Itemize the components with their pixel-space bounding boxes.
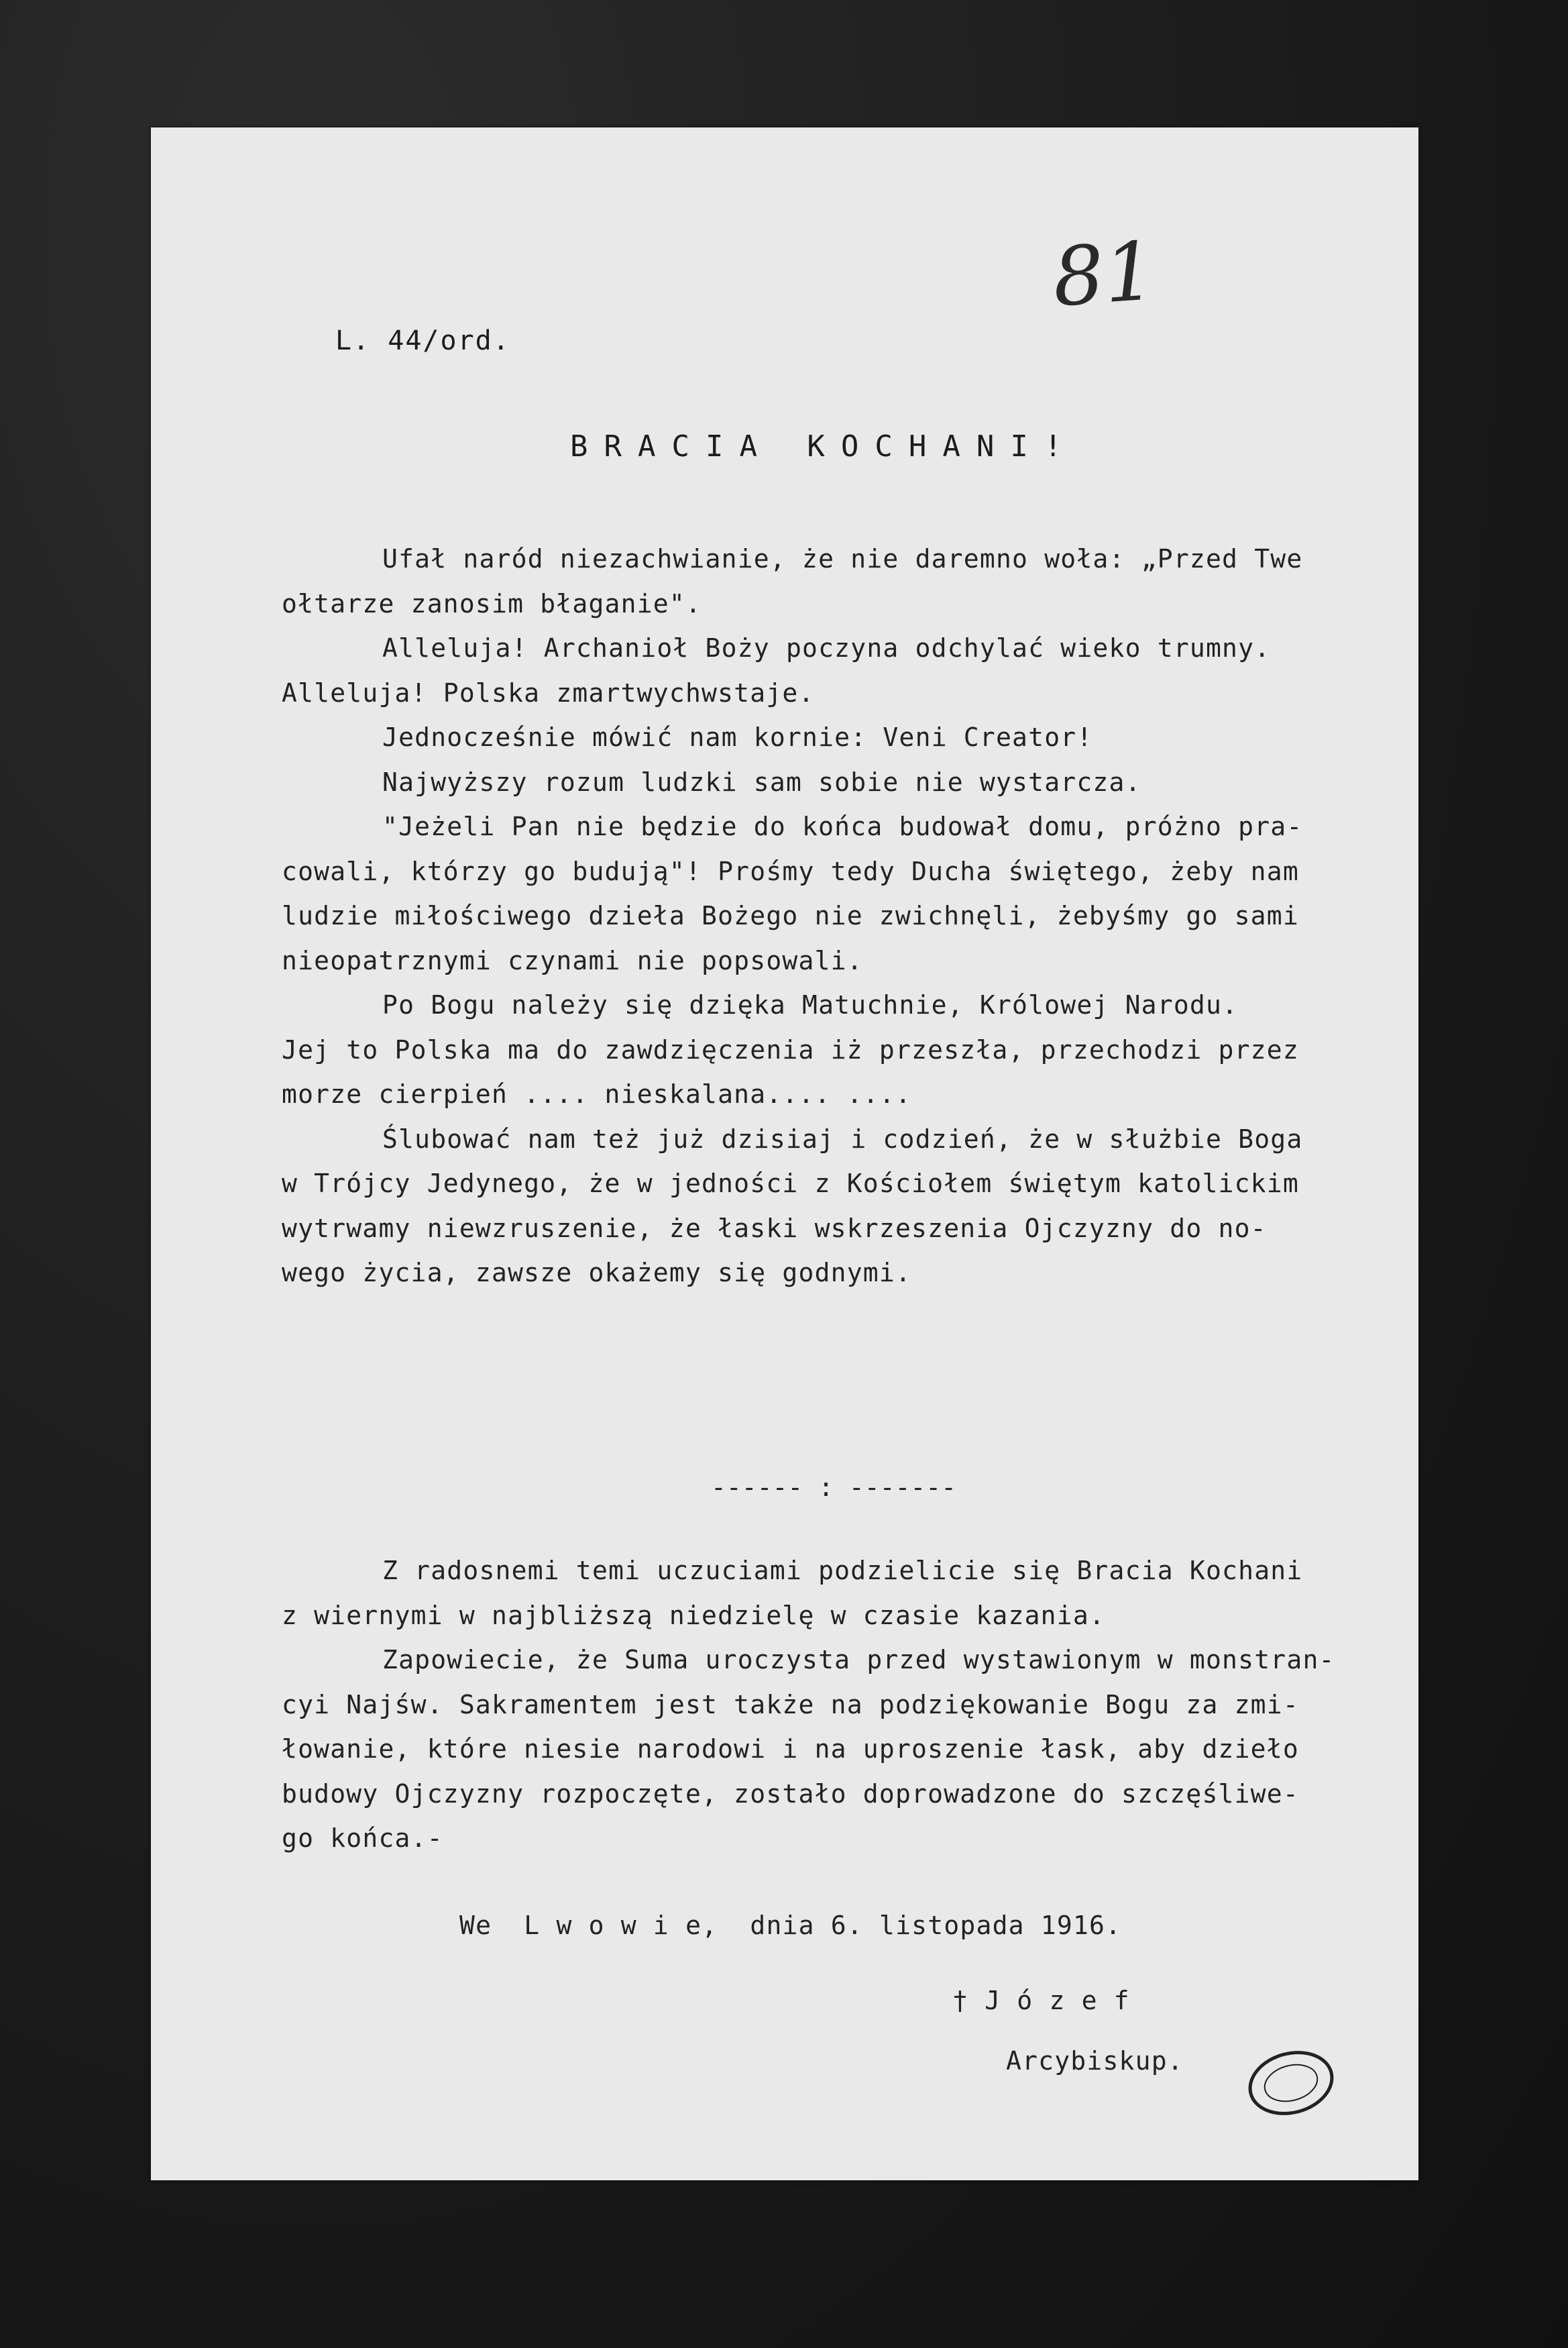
letter-heading: BRACIA KOCHANI! (570, 429, 1078, 464)
dateline: We L w o w i e, dnia 6. listopada 1916. (459, 1911, 1122, 1940)
text-line: ołtarze zanosim błaganie". (282, 588, 702, 619)
reference-number: L. 44/ord. (335, 325, 510, 356)
text-line: Alleluja! Polska zmartwychwstaje. (282, 678, 815, 708)
signature-title: Arcybiskup. (1006, 2046, 1184, 2076)
text-line: nieopatrznymi czynami nie popsowali. (282, 945, 863, 975)
letter-body-part-1 (282, 537, 1368, 1295)
text-line: Po Bogu należy się dzięka Matuchnie, Królowej Narodu. (382, 990, 1239, 1020)
text-line: łowanie, które niesie narodowi i na uproszenie łask, aby dzieło (282, 1734, 1299, 1764)
text-line: go końca.- (282, 1823, 443, 1853)
text-line: Alleluja! Archanioł Boży poczyna odchylać wieko trumny. (382, 633, 1271, 663)
text-line: ludzie miłościwego dzieła Bożego nie zwichnęli, żebyśmy go sami (282, 901, 1299, 930)
text-line: wego życia, zawsze okażemy się godnymi. (282, 1258, 912, 1287)
text-line: Z radosnemi temi uczuciami podzielicie się Bracia Kochani (382, 1556, 1303, 1585)
folio-number: 81 (1050, 225, 1159, 325)
text-line: morze cierpień .... nieskalana.... .... (282, 1079, 912, 1109)
text-line: Jej to Polska ma do zawdzięczenia iż przeszła, przechodzi przez (282, 1034, 1299, 1065)
section-separator: ------ : ------- (711, 1473, 957, 1502)
letter-body-part-2 (282, 1548, 1368, 1861)
text-line: cowali, którzy go budują"! Prośmy tedy Ducha świętego, żeby nam (282, 856, 1299, 886)
text-line: cyi Najśw. Sakramentem jest także na podziękowanie Bogu za zmi- (282, 1689, 1299, 1719)
text-line: w Trójcy Jedynego, że w jedności z Kościołem świętym katolickim (282, 1169, 1299, 1198)
text-line: Jednocześnie mówić nam kornie: Veni Creator! (382, 723, 1093, 752)
text-line: Ślubować nam też już dzisiaj i codzień, że w służbie Boga (382, 1124, 1303, 1154)
text-line: Zapowiecie, że Suma uroczysta przed wystawionym w monstran- (382, 1645, 1335, 1674)
text-line: z wiernymi w najbliższą niedzielę w czasie kazania. (282, 1600, 1105, 1630)
text-line: wytrwamy niewzruszenie, że łaski wskrzeszenia Ojczyzny do no- (282, 1213, 1267, 1243)
signature: † J ó z e f (952, 1986, 1130, 2015)
text-line: Najwyższy rozum ludzki sam sobie nie wystarcza. (382, 767, 1141, 797)
text-line: "Jeżeli Pan nie będzie do końca budował domu, próżno pra- (382, 812, 1303, 841)
text-line: budowy Ojczyzny rozpoczęte, zostało doprowadzone do szczęśliwe- (282, 1778, 1299, 1809)
archive-stamp (1244, 2046, 1338, 2120)
text-line: Ufał naród niezachwianie, że nie daremno woła: „Przed Twe (382, 544, 1303, 574)
